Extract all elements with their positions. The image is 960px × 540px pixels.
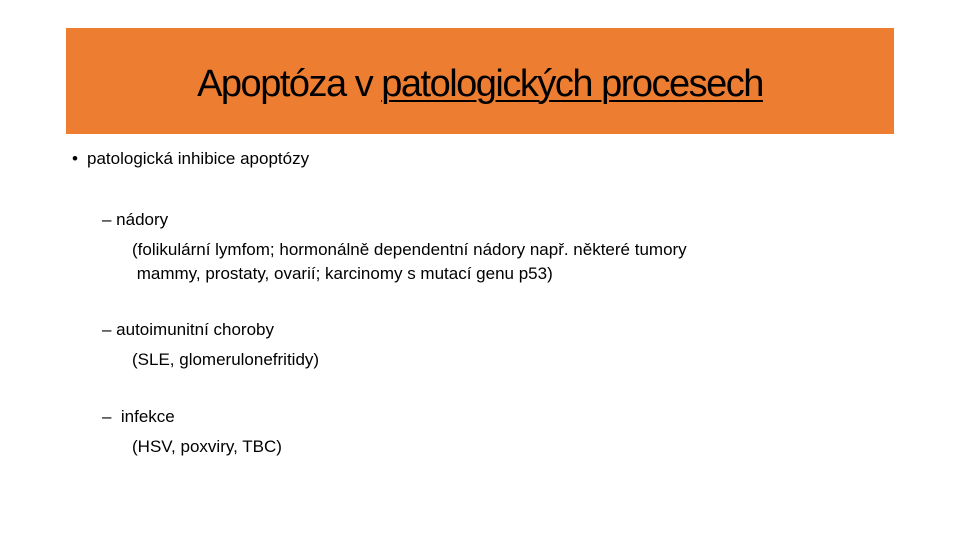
item-infection-detail: (HSV, poxviry, TBC): [132, 437, 282, 456]
title-banner: [66, 28, 894, 134]
title-underlined: patologických procesech: [381, 62, 763, 105]
item-tumors-heading: – nádory: [102, 210, 169, 229]
item-tumors-detail-line2: mammy, prostaty, ovarií; karcinomy s mutací genu p53): [132, 264, 553, 283]
item-autoimmune-detail: (SLE, glomerulonefritidy): [132, 350, 320, 369]
item-tumors-detail-line1: (folikulární lymfom; hormonálně dependentní nádory např. některé tumory: [132, 240, 687, 259]
title-plain: Apoptóza v: [197, 62, 382, 105]
item-autoimmune-heading: – autoimunitní choroby: [102, 320, 274, 339]
item-infection-heading: – infekce: [102, 407, 175, 426]
bullet-text: patologická inhibice apoptózy: [87, 149, 310, 168]
bullet-marker: •: [72, 149, 78, 168]
slide-title: [197, 63, 763, 106]
bullet-item: [72, 149, 309, 169]
